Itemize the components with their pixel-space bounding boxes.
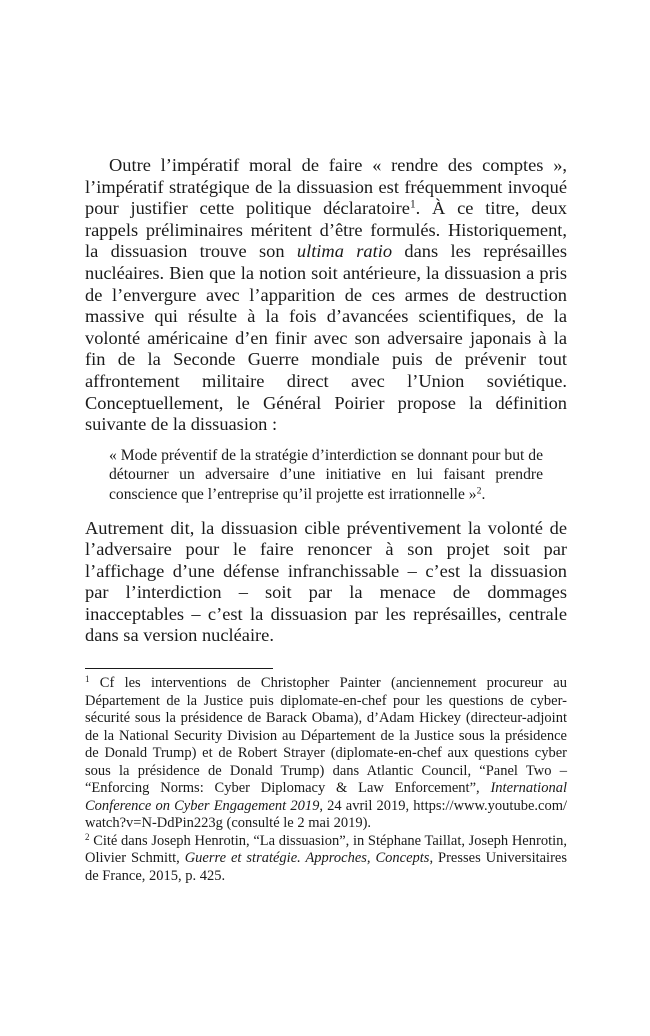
para1-text-b: . À ce titre, deux rappels préliminaires méritent d’être formulés. Historiquement, la dissuasion trouve son	[85, 198, 567, 262]
footnote-1-number: 1	[85, 674, 90, 685]
footnote-1-link[interactable]: https://www.youtube.com/watch?v=N-DdPin223g	[85, 797, 568, 832]
footnote-2	[85, 833, 567, 886]
quote-end: .	[481, 485, 486, 503]
footnote-1-text-c: (consulté le 2 mai 2019).	[222, 815, 372, 832]
footnote-ref-1[interactable]: 1	[409, 198, 416, 211]
quote-text: « Mode préventif de la stratégie d’interdiction se donnant pour but de détourner un adversaire d’une initiative en lui faisant prendre conscience que l’entreprise qu’il projette est irrationnelle »	[109, 446, 543, 503]
footnote-1-text-a: Cf les interventions de Christopher Painter (anciennement procureur au Département de la Justice puis diplomate-en-chef pour les questions de cyber-sécurité sous la présidence de Barack Obama), d’Adam Hickey (directeur-adjoint de la National Security Division au Département de la Justice sous la présidence de Donald Trump) et de Robert Strayer (diplomate-en-chef aux questions cyber sous la présidence de Donald Trump) dans Atlantic Council, “Panel Two – “Enforcing Norms: Cyber Diplomacy & Law Enforcement”,	[85, 675, 567, 797]
footnote-1-emphasis: International Conference on Cyber Engagement 2019	[85, 780, 567, 814]
footnote-1	[85, 675, 567, 833]
footnote-divider	[85, 668, 273, 669]
body-paragraph-2: Autrement dit, la dissuasion cible préventivement la volonté de l’adversaire pour le faire renoncer à son projet soit par l’affichage d’une défense infranchissable – c’est la dissuasion par l’interdiction – soit par la menace de dommages inacceptables – c’est la dissuasion par les représailles, centrale dans sa version nucléaire.	[85, 517, 567, 646]
footnote-ref-2[interactable]: 2	[476, 485, 482, 497]
para1-text-c: dans les représailles nucléaires. Bien que la notion soit antérieure, la dissuasion a pris de l’envergure avec l’apparition de ces armes de destruction massive qui résulte à la fois d’avancées scientifiques, de la volonté américaine d’en finir avec son adversaire japonais à la fin de la Seconde Guerre mondiale puis de prévenir tout affrontement militaire direct avec l’Union soviétique. Conceptuellement, le Général Poirier propose la définition suivante de la dissuasion :	[85, 241, 567, 435]
footnote-2-text-a: Cité dans Joseph Henrotin, “La dissuasion”, in Stéphane Taillat, Joseph Henrotin, Olivier Schmitt,	[85, 832, 567, 867]
para1-text-a: Outre l’impératif moral de faire « rendre des comptes », l’impératif stratégique de la dissuasion est fréquemment invoqué pour justifier cette politique déclaratoire	[85, 155, 567, 219]
footnote-2-emphasis: Guerre et stratégie. Approches, Concepts	[184, 850, 430, 867]
footnote-2-text-b: , Presses Universitaires de France, 2015, p. 425.	[85, 850, 567, 884]
para1-emphasis: ultima ratio	[296, 241, 393, 262]
page-content	[85, 155, 567, 885]
body-paragraph-1	[85, 155, 567, 436]
block-quote	[109, 446, 543, 505]
footnote-1-text-b: , 24 avril 2019,	[319, 797, 414, 814]
footnote-2-number: 2	[85, 831, 90, 842]
